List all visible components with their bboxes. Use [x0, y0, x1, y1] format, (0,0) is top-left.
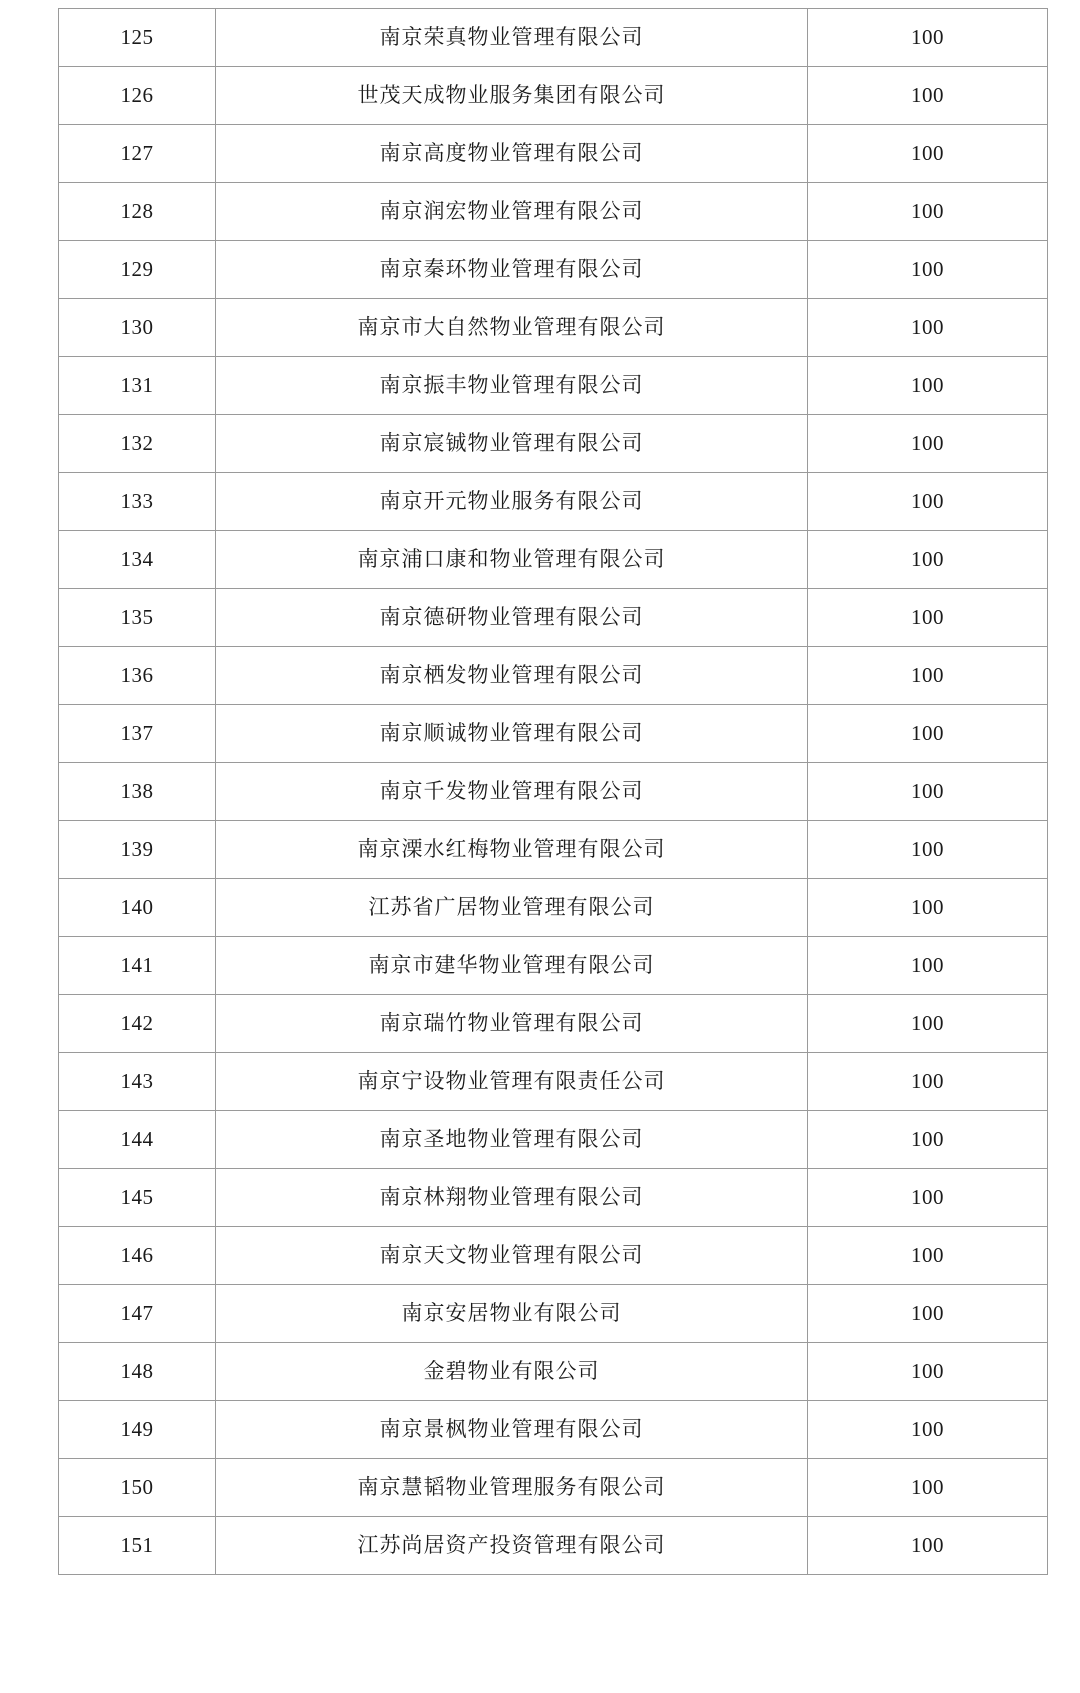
- row-index: 132: [59, 415, 216, 473]
- company-name: 南京浦口康和物业管理有限公司: [216, 531, 808, 589]
- table-body: [59, 9, 1048, 1575]
- table-row: [59, 879, 1048, 937]
- company-name: 南京圣地物业管理有限公司: [216, 1111, 808, 1169]
- row-index: 143: [59, 1053, 216, 1111]
- company-name: 南京开元物业服务有限公司: [216, 473, 808, 531]
- company-name: 南京顺诚物业管理有限公司: [216, 705, 808, 763]
- table-row: [59, 531, 1048, 589]
- score-value: 100: [808, 937, 1048, 995]
- row-index: 148: [59, 1343, 216, 1401]
- row-index: 142: [59, 995, 216, 1053]
- score-value: 100: [808, 821, 1048, 879]
- row-index: 131: [59, 357, 216, 415]
- score-value: 100: [808, 705, 1048, 763]
- score-value: 100: [808, 299, 1048, 357]
- company-name: 南京林翔物业管理有限公司: [216, 1169, 808, 1227]
- company-name: 南京栖发物业管理有限公司: [216, 647, 808, 705]
- row-index: 145: [59, 1169, 216, 1227]
- company-name: 南京安居物业有限公司: [216, 1285, 808, 1343]
- score-value: 100: [808, 1227, 1048, 1285]
- company-name: 南京宁设物业管理有限责任公司: [216, 1053, 808, 1111]
- row-index: 135: [59, 589, 216, 647]
- score-value: 100: [808, 1169, 1048, 1227]
- score-value: 100: [808, 473, 1048, 531]
- table-row: [59, 67, 1048, 125]
- table-row: [59, 1285, 1048, 1343]
- table-row: [59, 1227, 1048, 1285]
- score-value: 100: [808, 9, 1048, 67]
- table-row: [59, 705, 1048, 763]
- row-index: 134: [59, 531, 216, 589]
- company-name: 南京宸铖物业管理有限公司: [216, 415, 808, 473]
- row-index: 137: [59, 705, 216, 763]
- score-value: 100: [808, 763, 1048, 821]
- table-row: [59, 1343, 1048, 1401]
- company-name: 南京千发物业管理有限公司: [216, 763, 808, 821]
- company-name: 南京润宏物业管理有限公司: [216, 183, 808, 241]
- row-index: 129: [59, 241, 216, 299]
- table-row: [59, 1517, 1048, 1575]
- table-row: [59, 473, 1048, 531]
- table-row: [59, 299, 1048, 357]
- table-row: [59, 821, 1048, 879]
- row-index: 146: [59, 1227, 216, 1285]
- score-value: 100: [808, 1285, 1048, 1343]
- score-value: 100: [808, 1053, 1048, 1111]
- company-score-table: [58, 8, 1048, 1575]
- row-index: 140: [59, 879, 216, 937]
- company-name: 南京市建华物业管理有限公司: [216, 937, 808, 995]
- table-row: [59, 183, 1048, 241]
- row-index: 149: [59, 1401, 216, 1459]
- table-row: [59, 415, 1048, 473]
- row-index: 147: [59, 1285, 216, 1343]
- row-index: 150: [59, 1459, 216, 1517]
- score-value: 100: [808, 1111, 1048, 1169]
- table-row: [59, 1459, 1048, 1517]
- company-name: 南京市大自然物业管理有限公司: [216, 299, 808, 357]
- row-index: 127: [59, 125, 216, 183]
- table-row: [59, 1169, 1048, 1227]
- row-index: 128: [59, 183, 216, 241]
- row-index: 130: [59, 299, 216, 357]
- score-value: 100: [808, 1459, 1048, 1517]
- table-row: [59, 763, 1048, 821]
- company-name: 南京振丰物业管理有限公司: [216, 357, 808, 415]
- company-name: 南京德研物业管理有限公司: [216, 589, 808, 647]
- row-index: 133: [59, 473, 216, 531]
- row-index: 141: [59, 937, 216, 995]
- score-value: 100: [808, 357, 1048, 415]
- table-row: [59, 589, 1048, 647]
- row-index: 126: [59, 67, 216, 125]
- row-index: 139: [59, 821, 216, 879]
- score-value: 100: [808, 589, 1048, 647]
- company-name: 南京溧水红梅物业管理有限公司: [216, 821, 808, 879]
- score-value: 100: [808, 531, 1048, 589]
- company-name: 江苏省广居物业管理有限公司: [216, 879, 808, 937]
- table-row: [59, 241, 1048, 299]
- table-row: [59, 647, 1048, 705]
- company-name: 南京荣真物业管理有限公司: [216, 9, 808, 67]
- table-row: [59, 125, 1048, 183]
- score-value: 100: [808, 1343, 1048, 1401]
- company-name: 南京天文物业管理有限公司: [216, 1227, 808, 1285]
- table-row: [59, 357, 1048, 415]
- score-value: 100: [808, 67, 1048, 125]
- score-value: 100: [808, 1517, 1048, 1575]
- score-value: 100: [808, 1401, 1048, 1459]
- company-name: 南京高度物业管理有限公司: [216, 125, 808, 183]
- company-name: 南京景枫物业管理有限公司: [216, 1401, 808, 1459]
- company-name: 世茂天成物业服务集团有限公司: [216, 67, 808, 125]
- table-row: [59, 937, 1048, 995]
- company-name: 南京瑞竹物业管理有限公司: [216, 995, 808, 1053]
- score-value: 100: [808, 183, 1048, 241]
- table-row: [59, 1053, 1048, 1111]
- company-name: 南京秦环物业管理有限公司: [216, 241, 808, 299]
- score-value: 100: [808, 879, 1048, 937]
- row-index: 138: [59, 763, 216, 821]
- company-name: 南京慧韬物业管理服务有限公司: [216, 1459, 808, 1517]
- table-row: [59, 1111, 1048, 1169]
- table-row: [59, 995, 1048, 1053]
- row-index: 136: [59, 647, 216, 705]
- score-value: 100: [808, 995, 1048, 1053]
- row-index: 151: [59, 1517, 216, 1575]
- row-index: 125: [59, 9, 216, 67]
- company-name: 金碧物业有限公司: [216, 1343, 808, 1401]
- table-row: [59, 1401, 1048, 1459]
- table-row: [59, 9, 1048, 67]
- row-index: 144: [59, 1111, 216, 1169]
- score-value: 100: [808, 125, 1048, 183]
- score-value: 100: [808, 415, 1048, 473]
- score-value: 100: [808, 647, 1048, 705]
- company-name: 江苏尚居资产投资管理有限公司: [216, 1517, 808, 1575]
- score-value: 100: [808, 241, 1048, 299]
